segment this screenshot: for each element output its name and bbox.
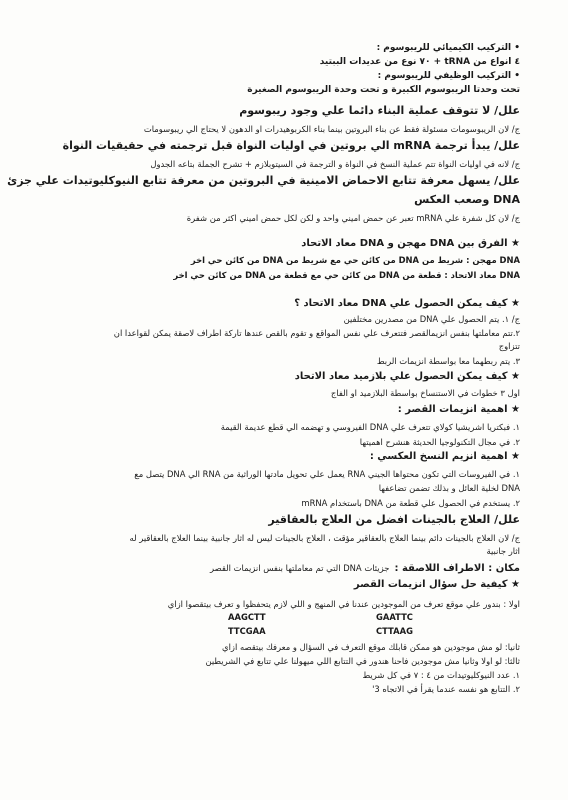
solution-step-first: اولا : بندور علي موقع تعرف من الموجودين عندنا في المنهج و اللي لازم يتحفظوا و تعرف بيتقصوا ازاي [167,599,520,609]
heading-hybrid-vs-recombinant-dna: ★ الفرق بين DNA مهجن و DNA معاد الاتحاد [301,238,520,249]
question-mrna-translation: علل/ يبدأ ترجمة mRNA الي بروتين في اوليات النواة قبل ترجمته في حقيقيات النواة [62,139,520,152]
sticky-ends-label: مكان : الاطراف اللاصقة : [394,563,520,574]
site-seq-ttcgaa: TTCGAA [228,626,266,636]
restriction-enzymes-point-2: ٢. في مجال التكنولوجيا الحديثة هنشرح اهميتها [359,437,520,447]
question-amino-acid-sequence: علل/ يسهل معرفة تتابع الاحماض الامينية في البروتين من معرفة تتابع النيوكليوتيدات علي جزئ [7,174,520,187]
solution-step-second: ثانيا: لو مش موجودين هو ممكن قابلك موقع التعرف في السؤال و معرفك بيتقصه ازاي [222,642,520,652]
site-seq-aagctt: AAGCTT [228,612,266,622]
reverse-transcriptase-point-1: ١. في الفيروسات التي تكون محتواها الجيني RNA يعمل علي تحويل مادتها الوراثية من RNA الي DNA يتصل مع [134,469,520,479]
step-2-recombinant-dna: ٢.تتم معاملتها بنفس انزيمالقصر فتتعرف علي نفس المواقع و تقوم بالقص عندها تاركة اطراف لاصقة يمكن لقواعدا ان [113,328,520,338]
heading-obtain-recombinant-dna: ★ كيف يمكن الحصول علي DNA معاد الاتحاد ؟ [294,298,520,309]
heading-reverse-transcriptase-importance: ★ اهمية انزيم النسخ العكسي : [369,451,520,462]
sticky-ends-text: جزيئات DNA التي تم معاملتها بنفس انزيمات القصر [210,563,390,573]
heading-recombinant-plasmid: ★ كيف يمكن الحصول علي بلازميد معاد الاتحاد [294,371,520,382]
hybrid-dna-definition: DNA مهجن : شريط من DNA من كائن حي مع شريط من DNA من كائن حي اخر [190,255,520,265]
ribosome-functional-structure-text: تحت وحدتا الريبوسوم الكبيرة و تحت وحدة الريبوسوم الصغيرة [247,85,520,95]
answer-protein-synthesis: ج/ لان الريبوسومات مسئولة فقط عن بناء البروتين بينما بناء الكربوهيدرات او الدهون لا يحتاج الي ريبوسومات [143,124,520,134]
sticky-ends-definition [60,558,520,576]
step-3-recombinant-dna: ٣. يتم ربطهما معا بواسطة انزيمات الربط [376,356,520,366]
solution-condition-1: ١. عدد النيوكليوتيدات من ٤ : ٧ في كل شريط [362,670,520,680]
reverse-transcriptase-point-1-cont: DNA لخلية العائل و بذلك تضمن تضاعفها [378,483,520,493]
question-gene-therapy: علل/ العلاج بالجينات افضل من العلاج بالعقاقير [268,513,520,526]
question-protein-synthesis: علل/ لا تتوقف عملية البناء دائما علي وجود ريبوسوم [239,104,520,117]
heading-restriction-question-solution: ★ كيفية حل سؤال انزيمات القصر [353,579,520,590]
ribosome-chemical-structure-heading: • التركيب الكيميائي للريبوسوم : [376,43,520,53]
ribosome-chemical-structure-text: ٤ انواع من tRNA + ٧٠ نوع من عديدات الببتيد [319,57,520,67]
reverse-transcriptase-point-2: ٢. يستخدم في الحصول علي قطعة من DNA باستخدام mRNA [301,498,520,508]
recombinant-dna-definition: DNA معاد الاتحاد : قطعة من DNA من كائن حي مع قطعة من DNA من كائن حي اخر [173,270,520,280]
restriction-enzymes-point-1: ١. فبكتريا اشريشيا كولاي تتعرف علي DNA الفيروسي و تهضمه الي قطع عديمة القيمة [220,422,520,432]
step-2-recombinant-dna-cont: تتزاوج [498,341,520,351]
site-seq-cttaag: CTTAAG [376,626,413,636]
answer-gene-therapy: ج/ لان العلاج بالجينات دائم بينما العلاج بالعقاقير مؤقت ، العلاج بالجينات ليس له اثار جانبية بينما العلاج بالعقاقير له [129,533,520,543]
heading-restriction-enzymes-importance: ★ اهمية انزيمات القصر : [397,404,520,415]
answer-gene-therapy-cont: اثار جانبية [486,546,520,556]
solution-condition-2: ٢. التتابع هو نفسه عندما يقرأ في الاتجاه 3' [372,684,520,694]
step-1-recombinant-dna: ج/ ١. يتم الحصول علي DNA من مصدرين مختلفين [343,314,520,324]
answer-amino-acid-sequence: ج/ لان كل شفرة علي mRNA تعبر عن حمض اميني واحد و لكن لكل حمض اميني اكثر من شفرة [186,213,520,223]
answer-mrna-translation: ج/ لانه في اوليات النواة تتم عملية النسخ في النواة و الترجمة في السيتوبلازم + تشرح الجملة بتاعه الجدول [150,159,520,169]
site-seq-gaattc: GAATTC [376,612,413,622]
recombinant-plasmid-text: اول ٣ خطوات في الاستنساخ بواسطة البلازميد او الفاج [330,388,520,398]
solution-step-third: ثالثا: لو اولا وثانيا مش موجودين فاحنا هندور في التتابع اللي ميهولنا علي تتابع في الشريطين [205,656,520,666]
question-amino-acid-sequence-cont: DNA وصعب العكس [414,193,520,206]
ribosome-functional-structure-heading: • التركيب الوظيفي للريبوسوم : [377,71,520,81]
